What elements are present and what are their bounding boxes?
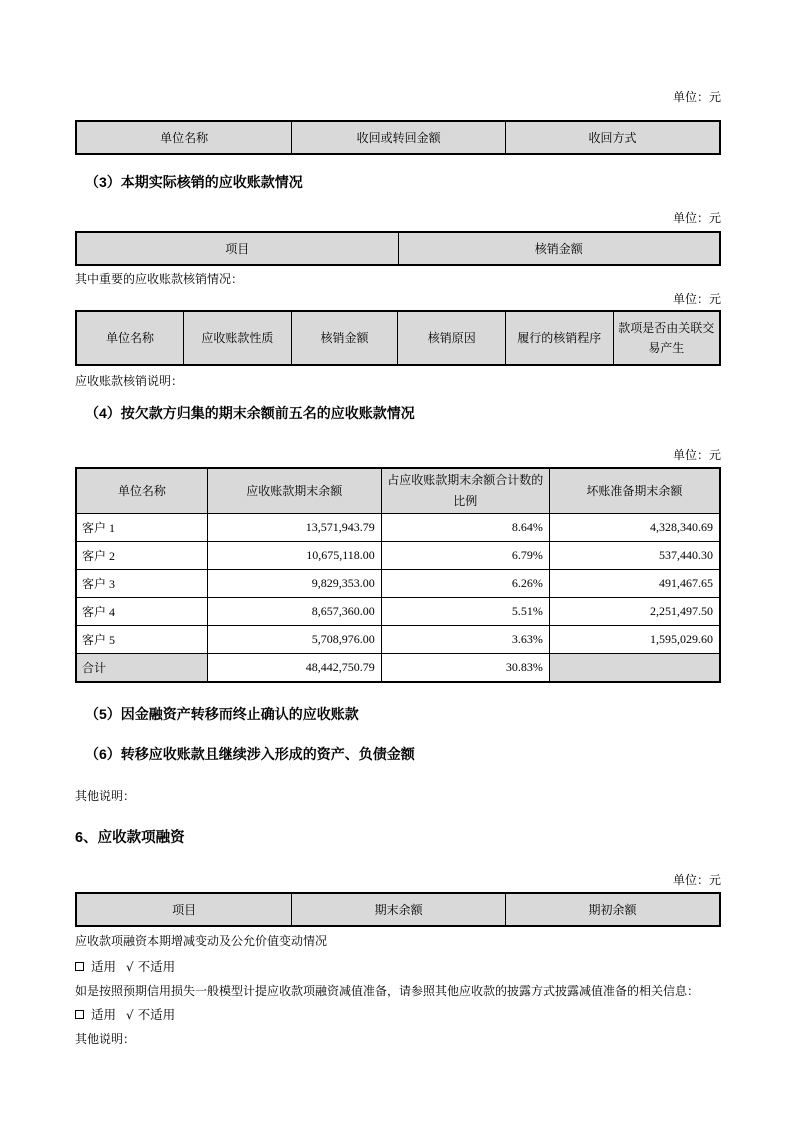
applicable-label: 适用 xyxy=(91,1008,117,1022)
column-header-writeoff-amount: 核销金额 xyxy=(398,232,720,265)
column-header-ratio: 占应收账款期末余额合计数的比例 xyxy=(381,468,549,514)
writeoff-important-label: 其中重要的应收账款核销情况： xyxy=(75,272,244,286)
check-icon: √ xyxy=(126,1008,134,1022)
customer-name-cell: 客户 3 xyxy=(76,570,207,598)
unit-label: 单位：元 xyxy=(672,292,721,306)
column-header-item: 项目 xyxy=(76,893,292,926)
item-6-heading: 6、应收款项融资 xyxy=(75,830,185,846)
bad-debt-cell: 4,328,340.69 xyxy=(549,514,720,542)
column-header-unit-name: 单位名称 xyxy=(76,311,184,365)
table-row xyxy=(76,570,720,598)
writeoff-summary-table xyxy=(75,231,721,266)
unit-label: 单位：元 xyxy=(672,90,721,104)
customer-name-cell: 客户 4 xyxy=(76,598,207,626)
section-4-heading: （4）按欠款方归集的期末余额前五名的应收账款情况 xyxy=(85,405,415,421)
financing-change-label: 应收款项融资本期增减变动及公允价值变动情况 xyxy=(75,934,328,948)
writeoff-desc-label: 应收账款核销说明： xyxy=(75,374,184,388)
ending-balance-cell: 9,829,353.00 xyxy=(207,570,381,598)
customer-name-cell: 客户 1 xyxy=(76,514,207,542)
column-header-unit-name: 单位名称 xyxy=(76,121,292,154)
other-notes-label: 其他说明： xyxy=(75,789,136,803)
section-5-heading: （5）因金融资产转移而终止确认的应收账款 xyxy=(85,706,359,722)
bad-debt-cell: 1,595,029.60 xyxy=(549,626,720,654)
writeoff-detail-table xyxy=(75,310,721,366)
column-header-bad-debt-provision: 坏账准备期末余额 xyxy=(549,468,720,514)
table-header-row xyxy=(76,311,720,365)
column-header-writeoff-reason: 核销原因 xyxy=(398,311,506,365)
table-row xyxy=(76,598,720,626)
unit-label: 单位：元 xyxy=(672,448,721,462)
check-icon: √ xyxy=(126,960,134,974)
column-header-recovered-amount: 收回或转回金额 xyxy=(292,121,506,154)
column-header-writeoff-amount: 核销金额 xyxy=(291,311,398,365)
total-ending-balance-cell: 48,442,750.79 xyxy=(207,654,381,683)
table-total-row xyxy=(76,654,720,683)
total-label-cell: 合计 xyxy=(76,654,207,683)
column-header-writeoff-procedure: 履行的核销程序 xyxy=(506,311,614,365)
not-applicable-label: 不适用 xyxy=(137,960,176,974)
total-ratio-cell: 30.83% xyxy=(381,654,549,683)
column-header-ending-balance: 应收账款期末余额 xyxy=(207,468,381,514)
ratio-cell: 3.63% xyxy=(381,626,549,654)
bad-debt-cell: 491,467.65 xyxy=(549,570,720,598)
checkbox-unchecked-icon xyxy=(75,962,84,971)
customer-name-cell: 客户 2 xyxy=(76,542,207,570)
top5-receivables-table xyxy=(75,467,721,683)
recovery-table xyxy=(75,120,721,155)
table-header-row xyxy=(76,893,720,926)
table-header-row xyxy=(76,468,720,514)
ending-balance-cell: 8,657,360.00 xyxy=(207,598,381,626)
table-row xyxy=(76,514,720,542)
bad-debt-cell: 537,440.30 xyxy=(549,542,720,570)
column-header-recovery-method: 收回方式 xyxy=(506,121,720,154)
ending-balance-cell: 10,675,118.00 xyxy=(207,542,381,570)
other-notes-label: 其他说明： xyxy=(75,1032,136,1046)
ratio-cell: 8.64% xyxy=(381,514,549,542)
ending-balance-cell: 13,571,943.79 xyxy=(207,514,381,542)
column-header-unit-name: 单位名称 xyxy=(76,468,207,514)
unit-label: 单位：元 xyxy=(672,211,721,225)
column-header-item: 项目 xyxy=(76,232,398,265)
table-header-row xyxy=(76,232,720,265)
not-applicable-label: 不适用 xyxy=(137,1008,176,1022)
financing-receivables-table xyxy=(75,892,721,927)
column-header-beginning-balance: 期初余额 xyxy=(506,893,720,926)
ecl-note-text: 如是按照预期信用损失一般模型计提应收款项融资减值准备，请参照其他应收款的披露方式披露减值准备的相关信息： xyxy=(75,984,700,998)
column-header-ending-balance: 期末余额 xyxy=(292,893,506,926)
applicable-label: 适用 xyxy=(91,960,117,974)
ending-balance-cell: 5,708,976.00 xyxy=(207,626,381,654)
ratio-cell: 5.51% xyxy=(381,598,549,626)
table-row xyxy=(76,626,720,654)
checkbox-unchecked-icon xyxy=(75,1010,84,1019)
customer-name-cell: 客户 5 xyxy=(76,626,207,654)
table-header-row xyxy=(76,121,720,154)
ratio-cell: 6.26% xyxy=(381,570,549,598)
column-header-receivable-nature: 应收账款性质 xyxy=(184,311,292,365)
total-bad-debt-cell xyxy=(549,654,720,683)
column-header-related-party: 款项是否由关联交易产生 xyxy=(613,311,720,365)
table-row xyxy=(76,542,720,570)
bad-debt-cell: 2,251,497.50 xyxy=(549,598,720,626)
applicability-line xyxy=(75,1008,721,1022)
section-6-heading: （6）转移应收账款且继续涉入形成的资产、负债金额 xyxy=(85,746,415,762)
unit-label: 单位：元 xyxy=(672,873,721,887)
ratio-cell: 6.79% xyxy=(381,542,549,570)
section-3-heading: （3）本期实际核销的应收账款情况 xyxy=(85,174,303,190)
applicability-line xyxy=(75,960,721,974)
